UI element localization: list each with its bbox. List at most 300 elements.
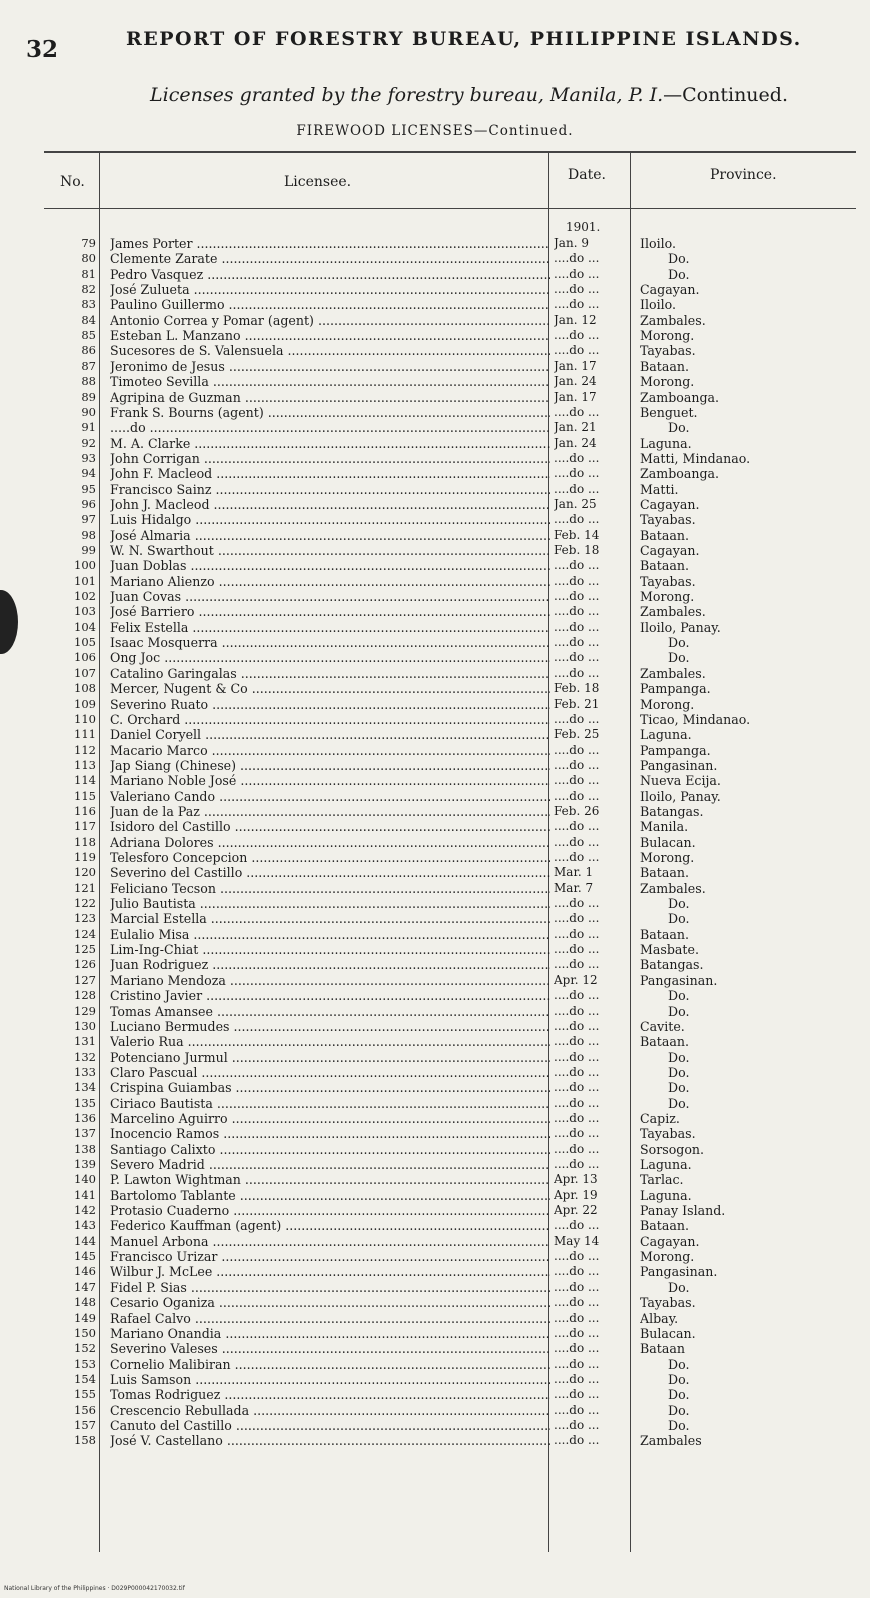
table-subtitle [150, 84, 788, 106]
license-date: ....do ... [554, 466, 600, 481]
licensee-name: Protasio Cuaderno ..... [110, 1203, 550, 1218]
license-date: ....do ... [554, 1034, 600, 1049]
table-row [0, 1050, 870, 1065]
license-number: 100 [74, 558, 96, 573]
table-row [0, 1142, 870, 1157]
license-number: 81 [81, 266, 96, 281]
province: Do. [668, 1356, 690, 1372]
license-date: ....do ... [554, 266, 600, 281]
license-date: Feb. 25 [554, 727, 600, 742]
table-row [0, 1111, 870, 1126]
license-date: ....do ... [554, 1141, 600, 1156]
table-row [0, 712, 870, 727]
license-number: 79 [81, 236, 96, 250]
province: Batangas. [640, 957, 704, 973]
license-number: 131 [74, 1034, 96, 1049]
license-date: ....do ... [554, 1264, 600, 1279]
license-number: 125 [74, 942, 96, 957]
province: Pampanga. [640, 742, 711, 758]
table-row [0, 1019, 870, 1034]
province: Morong. [640, 589, 695, 605]
table-row [0, 1065, 870, 1080]
license-number: 106 [74, 650, 96, 665]
licensee-name: Antonio Correa y Pomar (agent) ..... [110, 313, 550, 328]
license-number: 101 [74, 573, 96, 588]
table-row [0, 1264, 870, 1279]
table-row [0, 1203, 870, 1218]
license-number: 117 [74, 819, 96, 834]
province: Zambales [640, 1433, 702, 1449]
table-header-rule [44, 208, 856, 209]
table-row [0, 927, 870, 942]
table-row [0, 881, 870, 896]
licensee-name: Luis Hidalgo ..... [110, 512, 550, 527]
licensee-name: Ciriaco Bautista ..... [110, 1096, 550, 1111]
license-date: ....do ... [554, 450, 600, 465]
license-number: 88 [81, 374, 96, 389]
province: Masbate. [640, 942, 699, 958]
table-row [0, 865, 870, 880]
license-number: 143 [74, 1218, 96, 1233]
license-date: ....do ... [554, 1325, 600, 1340]
license-number: 89 [81, 389, 96, 404]
province: Morong. [640, 374, 695, 390]
table-row [0, 697, 870, 712]
table-row [0, 267, 870, 282]
license-number: 124 [74, 926, 96, 941]
table-row [0, 635, 870, 650]
table-row [0, 297, 870, 312]
license-date: Apr. 19 [554, 1187, 598, 1202]
licensee-name: Catalino Garingalas ..... [110, 666, 550, 681]
licensee-name: Esteban L. Manzano ..... [110, 328, 550, 343]
license-number: 116 [74, 803, 96, 818]
license-date: ....do ... [554, 297, 600, 312]
licensee-name: John J. Macleod ..... [110, 497, 550, 512]
licensee-name: Crescencio Rebullada ..... [110, 1403, 550, 1418]
license-date: ....do ... [554, 573, 600, 588]
license-number: 130 [74, 1018, 96, 1033]
licensee-name: Juan Rodriguez ..... [110, 957, 550, 972]
license-date: ....do ... [554, 650, 600, 665]
table-row [0, 896, 870, 911]
licensee-name: Wilbur J. McLee ..... [110, 1264, 550, 1279]
table-row [0, 359, 870, 374]
licensee-name: Rafael Calvo ..... [110, 1311, 550, 1326]
license-number: 144 [74, 1233, 96, 1248]
licensee-name: Sucesores de S. Valensuela ..... [110, 343, 550, 358]
table-row [0, 512, 870, 527]
license-number: 103 [74, 604, 96, 619]
province: Laguna. [640, 435, 692, 451]
province: Bataan. [640, 1034, 689, 1050]
license-number: 156 [74, 1402, 96, 1417]
license-date: Feb. 18 [554, 681, 600, 696]
license-number: 93 [81, 450, 96, 465]
page-header [26, 28, 846, 68]
license-number: 135 [74, 1095, 96, 1110]
province: Do. [668, 251, 690, 267]
table-row [0, 650, 870, 665]
province: Zambales. [640, 312, 706, 328]
province: Pampanga. [640, 681, 711, 697]
license-number: 157 [74, 1417, 96, 1432]
licensee-name: Severino del Castillo ..... [110, 865, 550, 880]
table-row [0, 543, 870, 558]
license-date: ....do ... [554, 1341, 600, 1356]
license-date: Jan. 24 [554, 374, 597, 389]
province: Bataan [640, 1341, 685, 1357]
license-date: ....do ... [554, 1157, 600, 1171]
license-date: ....do ... [554, 1387, 600, 1402]
table-row [0, 251, 870, 266]
license-date: ....do ... [554, 1126, 600, 1141]
license-number: 82 [81, 282, 96, 297]
licensee-name: Severino Ruato ..... [110, 697, 550, 712]
table-row [0, 497, 870, 512]
license-number: 122 [74, 896, 96, 911]
table-row [0, 374, 870, 389]
license-number: 97 [81, 512, 96, 527]
province: Cagayan. [640, 496, 700, 512]
license-date: ....do ... [554, 711, 600, 726]
licensee-name: Adriana Dolores ..... [110, 835, 550, 850]
province: Do. [668, 988, 690, 1004]
license-date: ....do ... [554, 558, 600, 573]
licensee-name: W. N. Swarthout ..... [110, 543, 550, 558]
province: Do. [668, 1402, 690, 1418]
province: Capiz. [640, 1110, 680, 1126]
table-row [0, 1341, 870, 1356]
table-row [0, 819, 870, 834]
province: Tarlac. [640, 1172, 684, 1188]
license-number: 107 [74, 665, 96, 680]
licensee-name: Daniel Coryell ..... [110, 727, 550, 742]
table-row [0, 1080, 870, 1095]
licensee-name: Jap Siang (Chinese) ..... [110, 758, 550, 773]
licensee-name: Mariano Onandia ..... [110, 1326, 550, 1341]
table-row [0, 236, 870, 251]
licensee-name: Claro Pascual ..... [110, 1065, 550, 1080]
license-date: Jan. 24 [554, 435, 597, 450]
column-header-no: No. [60, 174, 85, 190]
table-row [0, 1126, 870, 1141]
province: Sorsogon. [640, 1141, 705, 1157]
province: Iloilo. [640, 297, 677, 313]
license-number: 132 [74, 1049, 96, 1064]
table-row [0, 1357, 870, 1372]
license-date: ....do ... [554, 1310, 600, 1325]
licensee-name: Tomas Rodriguez ..... [110, 1387, 550, 1402]
table-row [0, 758, 870, 773]
license-date: Jan. 9 [554, 236, 589, 250]
table-row [0, 466, 870, 481]
licensee-name: Crispina Guiambas ..... [110, 1080, 550, 1095]
licensee-name: C. Orchard ..... [110, 712, 550, 727]
license-number: 115 [74, 788, 96, 803]
license-date: ....do ... [554, 1018, 600, 1033]
license-date: ....do ... [554, 1356, 600, 1371]
province: Do. [668, 1049, 690, 1065]
license-date: ....do ... [554, 1095, 600, 1110]
table-row [0, 1004, 870, 1019]
table-row [0, 1034, 870, 1049]
license-date: ....do ... [554, 282, 600, 297]
province: Nueva Ecija. [640, 773, 721, 789]
license-date: ....do ... [554, 834, 600, 849]
license-number: 90 [81, 404, 96, 419]
license-number: 138 [74, 1141, 96, 1156]
license-date: ....do ... [554, 1003, 600, 1018]
licensee-name: Canuto del Castillo ..... [110, 1418, 550, 1433]
table-row [0, 1249, 870, 1264]
table-row [0, 589, 870, 604]
license-number: 133 [74, 1064, 96, 1079]
license-date: ....do ... [554, 896, 600, 911]
province: Morong. [640, 696, 695, 712]
license-number: 92 [81, 435, 96, 450]
license-date: Jan. 17 [554, 389, 597, 404]
province: Pangasinan. [640, 972, 718, 988]
licensee-name: Federico Kauffman (agent) ..... [110, 1218, 550, 1233]
table-row [0, 1372, 870, 1387]
licensee-name: Tomas Amansee ..... [110, 1004, 550, 1019]
province: Do. [668, 1064, 690, 1080]
province: Do. [668, 1080, 690, 1096]
licensee-name: P. Lawton Wightman ..... [110, 1172, 550, 1187]
table-row [0, 1433, 870, 1448]
license-number: 83 [81, 297, 96, 312]
licensee-name: Clemente Zarate ..... [110, 251, 550, 266]
license-date: ....do ... [554, 619, 600, 634]
table-row [0, 1234, 870, 1249]
table-row [0, 1280, 870, 1295]
license-date: Feb. 21 [554, 696, 600, 711]
table-row [0, 574, 870, 589]
province: Iloilo, Panay. [640, 619, 721, 635]
licensee-name: Timoteo Sevilla ..... [110, 374, 550, 389]
license-date: ....do ... [554, 328, 600, 343]
licensee-name: Luis Samson ..... [110, 1372, 550, 1387]
province: Pangasinan. [640, 1264, 718, 1280]
table-row [0, 313, 870, 328]
province: Morong. [640, 1249, 695, 1265]
license-number: 112 [74, 742, 96, 757]
licensee-name: Julio Bautista ..... [110, 896, 550, 911]
running-head: REPORT OF FORESTRY BUREAU, PHILIPPINE ISLANDS. [126, 28, 802, 50]
province: Bataan. [640, 865, 689, 881]
province: Do. [668, 650, 690, 666]
province: Tayabas. [640, 512, 696, 528]
table-row [0, 1311, 870, 1326]
licensee-name: Fidel P. Sias ..... [110, 1280, 550, 1295]
license-date: Mar. 1 [554, 865, 594, 880]
license-number: 96 [81, 496, 96, 511]
license-number: 134 [74, 1080, 96, 1095]
province: Manila. [640, 819, 689, 835]
section-title: FIREWOOD LICENSES—Continued. [296, 123, 574, 139]
license-date: ....do ... [554, 1402, 600, 1417]
province: Do. [668, 1279, 690, 1295]
license-date: ....do ... [554, 988, 600, 1003]
province: Bataan. [640, 558, 689, 574]
licensee-name: Feliciano Tecson ..... [110, 881, 550, 896]
licensee-name: Luciano Bermudes ..... [110, 1019, 550, 1034]
license-number: 127 [74, 972, 96, 987]
table-row [0, 604, 870, 619]
licensee-name: Macario Marco ..... [110, 743, 550, 758]
province: Zamboanga. [640, 466, 720, 482]
license-number: 91 [81, 420, 96, 435]
province: Do. [668, 1003, 690, 1019]
license-number: 126 [74, 957, 96, 972]
table-row [0, 451, 870, 466]
province: Do. [668, 1371, 690, 1387]
province: Do. [668, 266, 690, 282]
table-row [0, 666, 870, 681]
province: Cagayan. [640, 543, 700, 558]
license-number: 118 [74, 834, 96, 849]
license-number: 94 [81, 466, 96, 481]
licensee-name: Frank S. Bourns (agent) ..... [110, 405, 550, 420]
license-number: 121 [74, 880, 96, 895]
license-number: 85 [81, 328, 96, 343]
table-row [0, 1326, 870, 1341]
table-row [0, 850, 870, 865]
licensee-name: Inocencio Ramos ..... [110, 1126, 550, 1141]
province: Bulacan. [640, 834, 696, 850]
subtitle-text: Licenses granted by the forestry bureau, Manila, P. I. [150, 84, 664, 106]
license-date: ....do ... [554, 1295, 600, 1310]
license-date: Jan. 12 [554, 312, 597, 327]
license-number: 136 [74, 1110, 96, 1125]
province: Zamboanga. [640, 389, 720, 405]
licensee-name: M. A. Clarke ..... [110, 436, 550, 451]
license-date: ....do ... [554, 957, 600, 972]
license-number: 155 [74, 1387, 96, 1402]
province: Zambales. [640, 880, 706, 896]
province: Do. [668, 420, 690, 436]
licensee-name: Severo Madrid ..... [110, 1157, 550, 1172]
licensee-name: Isaac Mosquerra ..... [110, 635, 550, 650]
province: Morong. [640, 850, 695, 865]
license-date: Apr. 13 [554, 1172, 598, 1187]
province: Morong. [640, 328, 695, 344]
license-date: ....do ... [554, 1049, 600, 1064]
license-number: 148 [74, 1295, 96, 1310]
license-number: 153 [74, 1356, 96, 1371]
licensee-name: Isidoro del Castillo ..... [110, 819, 550, 834]
license-number: 146 [74, 1264, 96, 1279]
license-number: 123 [74, 911, 96, 926]
licensee-name: José Almaria ..... [110, 528, 550, 543]
license-date: Apr. 22 [554, 1203, 598, 1218]
license-date: ....do ... [554, 589, 600, 604]
license-number: 158 [74, 1433, 96, 1448]
province: Ticao, Mindanao. [640, 711, 751, 727]
province: Do. [668, 1417, 690, 1433]
licensee-name: Mercer, Nugent & Co ..... [110, 681, 550, 696]
table-row [0, 973, 870, 988]
province: Iloilo. [640, 236, 677, 251]
license-date: ....do ... [554, 1371, 600, 1386]
province: Do. [668, 896, 690, 912]
table-row [0, 528, 870, 543]
license-number: 110 [74, 711, 96, 726]
province: Zambales. [640, 665, 706, 681]
table-row [0, 743, 870, 758]
province: Bulacan. [640, 1325, 696, 1341]
province: Iloilo, Panay. [640, 788, 721, 804]
table-row [0, 343, 870, 358]
table-row [0, 482, 870, 497]
subtitle-continued: —Continued. [663, 84, 788, 106]
province: Do. [668, 1387, 690, 1403]
license-number: 150 [74, 1325, 96, 1340]
license-number: 113 [74, 757, 96, 772]
province: Cagayan. [640, 1233, 700, 1249]
license-number: 142 [74, 1203, 96, 1218]
license-date: ....do ... [554, 742, 600, 757]
licensee-name: Jeronimo de Jesus ..... [110, 359, 550, 374]
licensee-name: Santiago Calixto ..... [110, 1142, 550, 1157]
license-date: ....do ... [554, 665, 600, 680]
province: Matti. [640, 481, 679, 497]
licensee-name: Ong Joc ..... [110, 650, 550, 665]
license-number: 129 [74, 1003, 96, 1018]
license-date: ....do ... [554, 1080, 600, 1095]
license-date: ....do ... [554, 1249, 600, 1264]
table-row [0, 957, 870, 972]
province: Bataan. [640, 1218, 689, 1234]
license-date: Jan. 21 [554, 420, 597, 435]
licensee-name: Juan Doblas ..... [110, 558, 550, 573]
license-number: 147 [74, 1279, 96, 1294]
license-number: 111 [74, 727, 96, 742]
licensee-name: Manuel Arbona ..... [110, 1234, 550, 1249]
table-row [0, 1403, 870, 1418]
license-date: ....do ... [554, 757, 600, 772]
province: Matti, Mindanao. [640, 450, 751, 466]
province: Do. [668, 911, 690, 927]
license-number: 108 [74, 681, 96, 696]
license-number: 141 [74, 1187, 96, 1202]
table-row [0, 1172, 870, 1187]
license-date: ....do ... [554, 251, 600, 266]
column-header-licensee: Licensee. [284, 174, 352, 190]
table-row [0, 1295, 870, 1310]
license-date: ....do ... [554, 1433, 600, 1448]
province: Bataan. [640, 358, 689, 374]
license-date: Feb. 26 [554, 803, 600, 818]
license-date: ....do ... [554, 635, 600, 650]
table-row [0, 1096, 870, 1111]
table-row [0, 727, 870, 742]
province: Bataan. [640, 926, 689, 942]
license-number: 98 [81, 527, 96, 542]
license-date: ....do ... [554, 819, 600, 834]
table-row [0, 681, 870, 696]
table-row [0, 988, 870, 1003]
licensee-name: Bartolomo Tablante ..... [110, 1188, 550, 1203]
province: Laguna. [640, 1187, 692, 1203]
table-row [0, 1218, 870, 1233]
license-number: 128 [74, 988, 96, 1003]
license-date: Feb. 18 [554, 543, 600, 557]
table-row [0, 789, 870, 804]
license-number: 152 [74, 1341, 96, 1356]
province: Do. [668, 1095, 690, 1111]
